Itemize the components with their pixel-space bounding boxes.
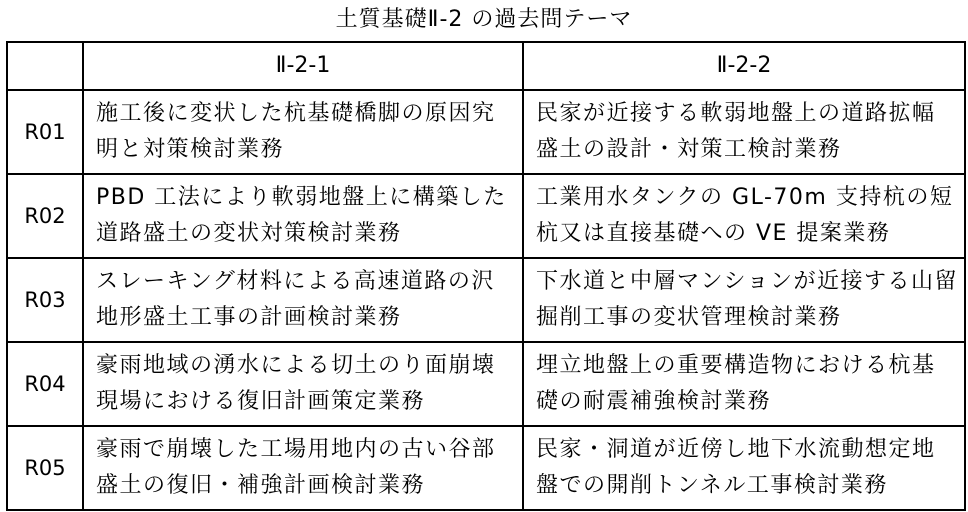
year-cell: R05 (7, 426, 83, 510)
page-title: 土質基礎Ⅱ-2 の過去問テーマ (335, 7, 633, 32)
table-header-row (7, 42, 965, 90)
table-row (7, 174, 965, 258)
year-cell: R03 (7, 258, 83, 342)
theme-cell-2-2-1: 施工後に変状した杭基礎橋脚の原因究明と対策検討業務 (83, 90, 523, 174)
year-cell: R02 (7, 174, 83, 258)
table-row (7, 426, 965, 510)
header-corner-cell (7, 42, 83, 90)
theme-cell-2-2-1: スレーキング材料による高速道路の沢地形盛土工事の計画検討業務 (83, 258, 523, 342)
header-col-2-2-2: Ⅱ-2-2 (523, 42, 965, 90)
year-cell: R04 (7, 342, 83, 426)
theme-cell-2-2-2: 工業用水タンクの GL-70m 支持杭の短杭又は直接基礎への VE 提案業務 (523, 174, 965, 258)
table-row (7, 258, 965, 342)
table-row (7, 90, 965, 174)
theme-cell-2-2-2: 民家が近接する軟弱地盤上の道路拡幅盛土の設計・対策工検討業務 (523, 90, 965, 174)
theme-cell-2-2-2: 民家・洞道が近傍し地下水流動想定地盤での開削トンネル工事検討業務 (523, 426, 965, 510)
theme-cell-2-2-2: 下水道と中層マンションが近接する山留掘削工事の変状管理検討業務 (523, 258, 965, 342)
theme-cell-2-2-2: 埋立地盤上の重要構造物における杭基礎の耐震補強検討業務 (523, 342, 965, 426)
theme-cell-2-2-1: PBD 工法により軟弱地盤上に構築した道路盛土の変状対策検討業務 (83, 174, 523, 258)
theme-cell-2-2-1: 豪雨地域の湧水による切土のり面崩壊現場における復旧計画策定業務 (83, 342, 523, 426)
theme-cell-2-2-1: 豪雨で崩壊した工場用地内の古い谷部盛土の復旧・補強計画検討業務 (83, 426, 523, 510)
year-cell: R01 (7, 90, 83, 174)
table-row (7, 342, 965, 426)
header-col-2-2-1: Ⅱ-2-1 (83, 42, 523, 90)
past-exam-themes-table (6, 41, 966, 511)
